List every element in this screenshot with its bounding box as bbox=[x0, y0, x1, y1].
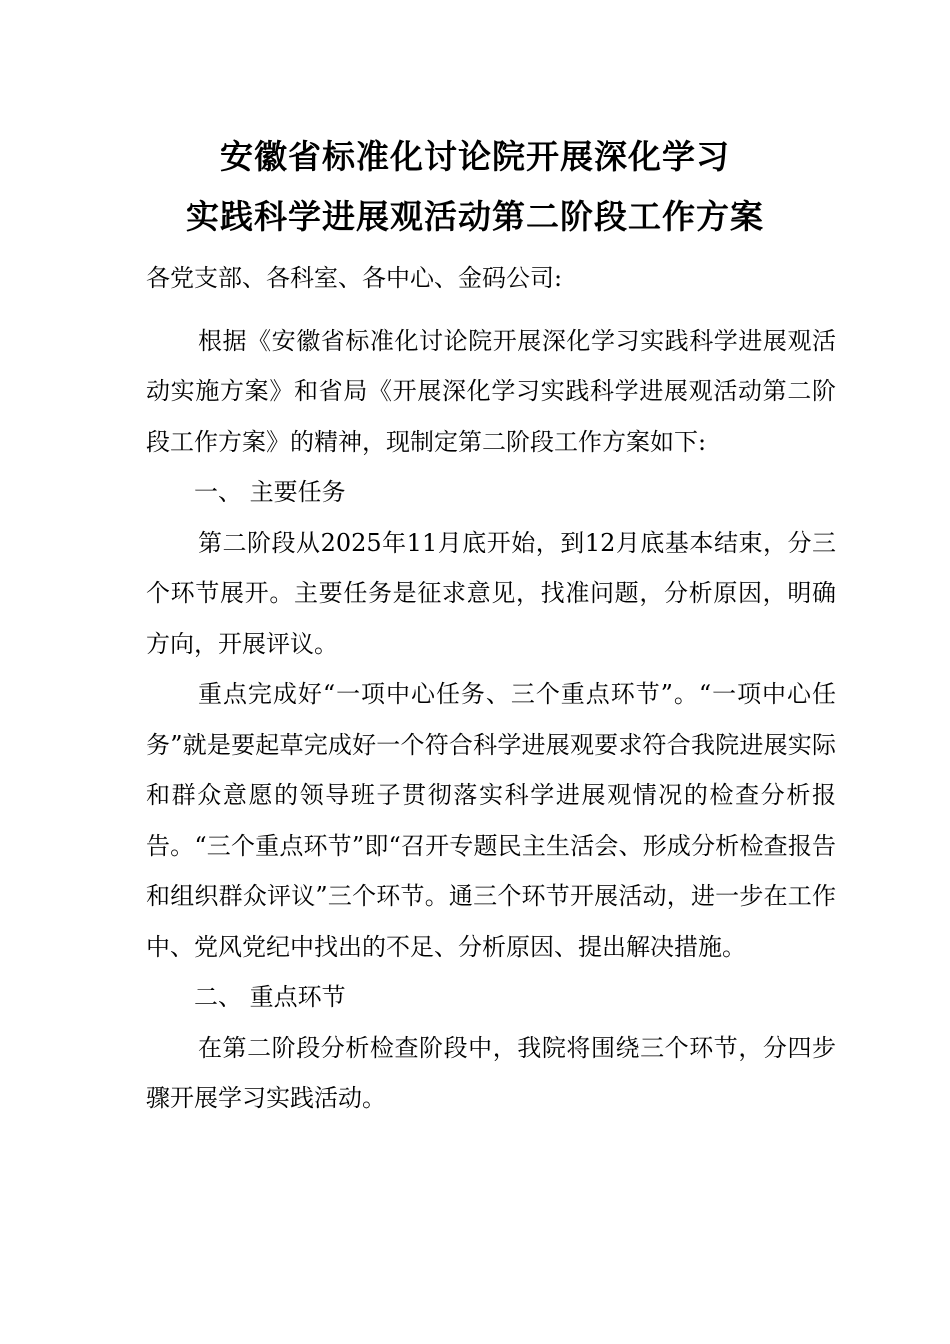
document-title-line-2: 实践科学进展观活动第二阶段工作方案 bbox=[186, 197, 764, 236]
paragraph-intro: 根据《安徽省标准化讨论院开展深化学习实践科学进展观活动实施方案》和省局《开展深化学习实践科学进展观活动第二阶段工作方案》的精神，现制定第二阶段工作方案如下: bbox=[146, 326, 836, 456]
section-heading-main-tasks: 一、 主要任务 bbox=[194, 478, 346, 506]
paragraph-key-tasks: 重点完成好“一项中心任务、三个重点环节”。“一项中心任务”就是要起草完成好一个符合科学进展观要求符合我院进展实际和群众意愿的领导班子贯彻落实科学进展观情况的检查分析报告。“三个重点环节”即“召开专题民主生活会、形成分析检查报告和组织群众评议”三个环节。通三个环节开展活动，进一步在工作中、党风党纪中找出的不足、分析原因、提出解决措施。 bbox=[146, 680, 836, 961]
paragraph-timeline: 第二阶段从2025年11月底开始，到12月底基本结束，分三个环节展开。主要任务是征求意见，找准问题，分析原因，明确方向，开展评议。 bbox=[146, 528, 836, 658]
paragraph-steps: 在第二阶段分析检查阶段中，我院将围绕三个环节，分四步骤开展学习实践活动。 bbox=[146, 1033, 836, 1112]
document-title-line-1: 安徽省标准化讨论院开展深化学习 bbox=[220, 137, 730, 176]
section-heading-key-links: 二、 重点环节 bbox=[194, 983, 346, 1011]
document-body bbox=[146, 253, 836, 1124]
salutation: 各党支部、各科室、各中心、金码公司: bbox=[146, 264, 563, 292]
